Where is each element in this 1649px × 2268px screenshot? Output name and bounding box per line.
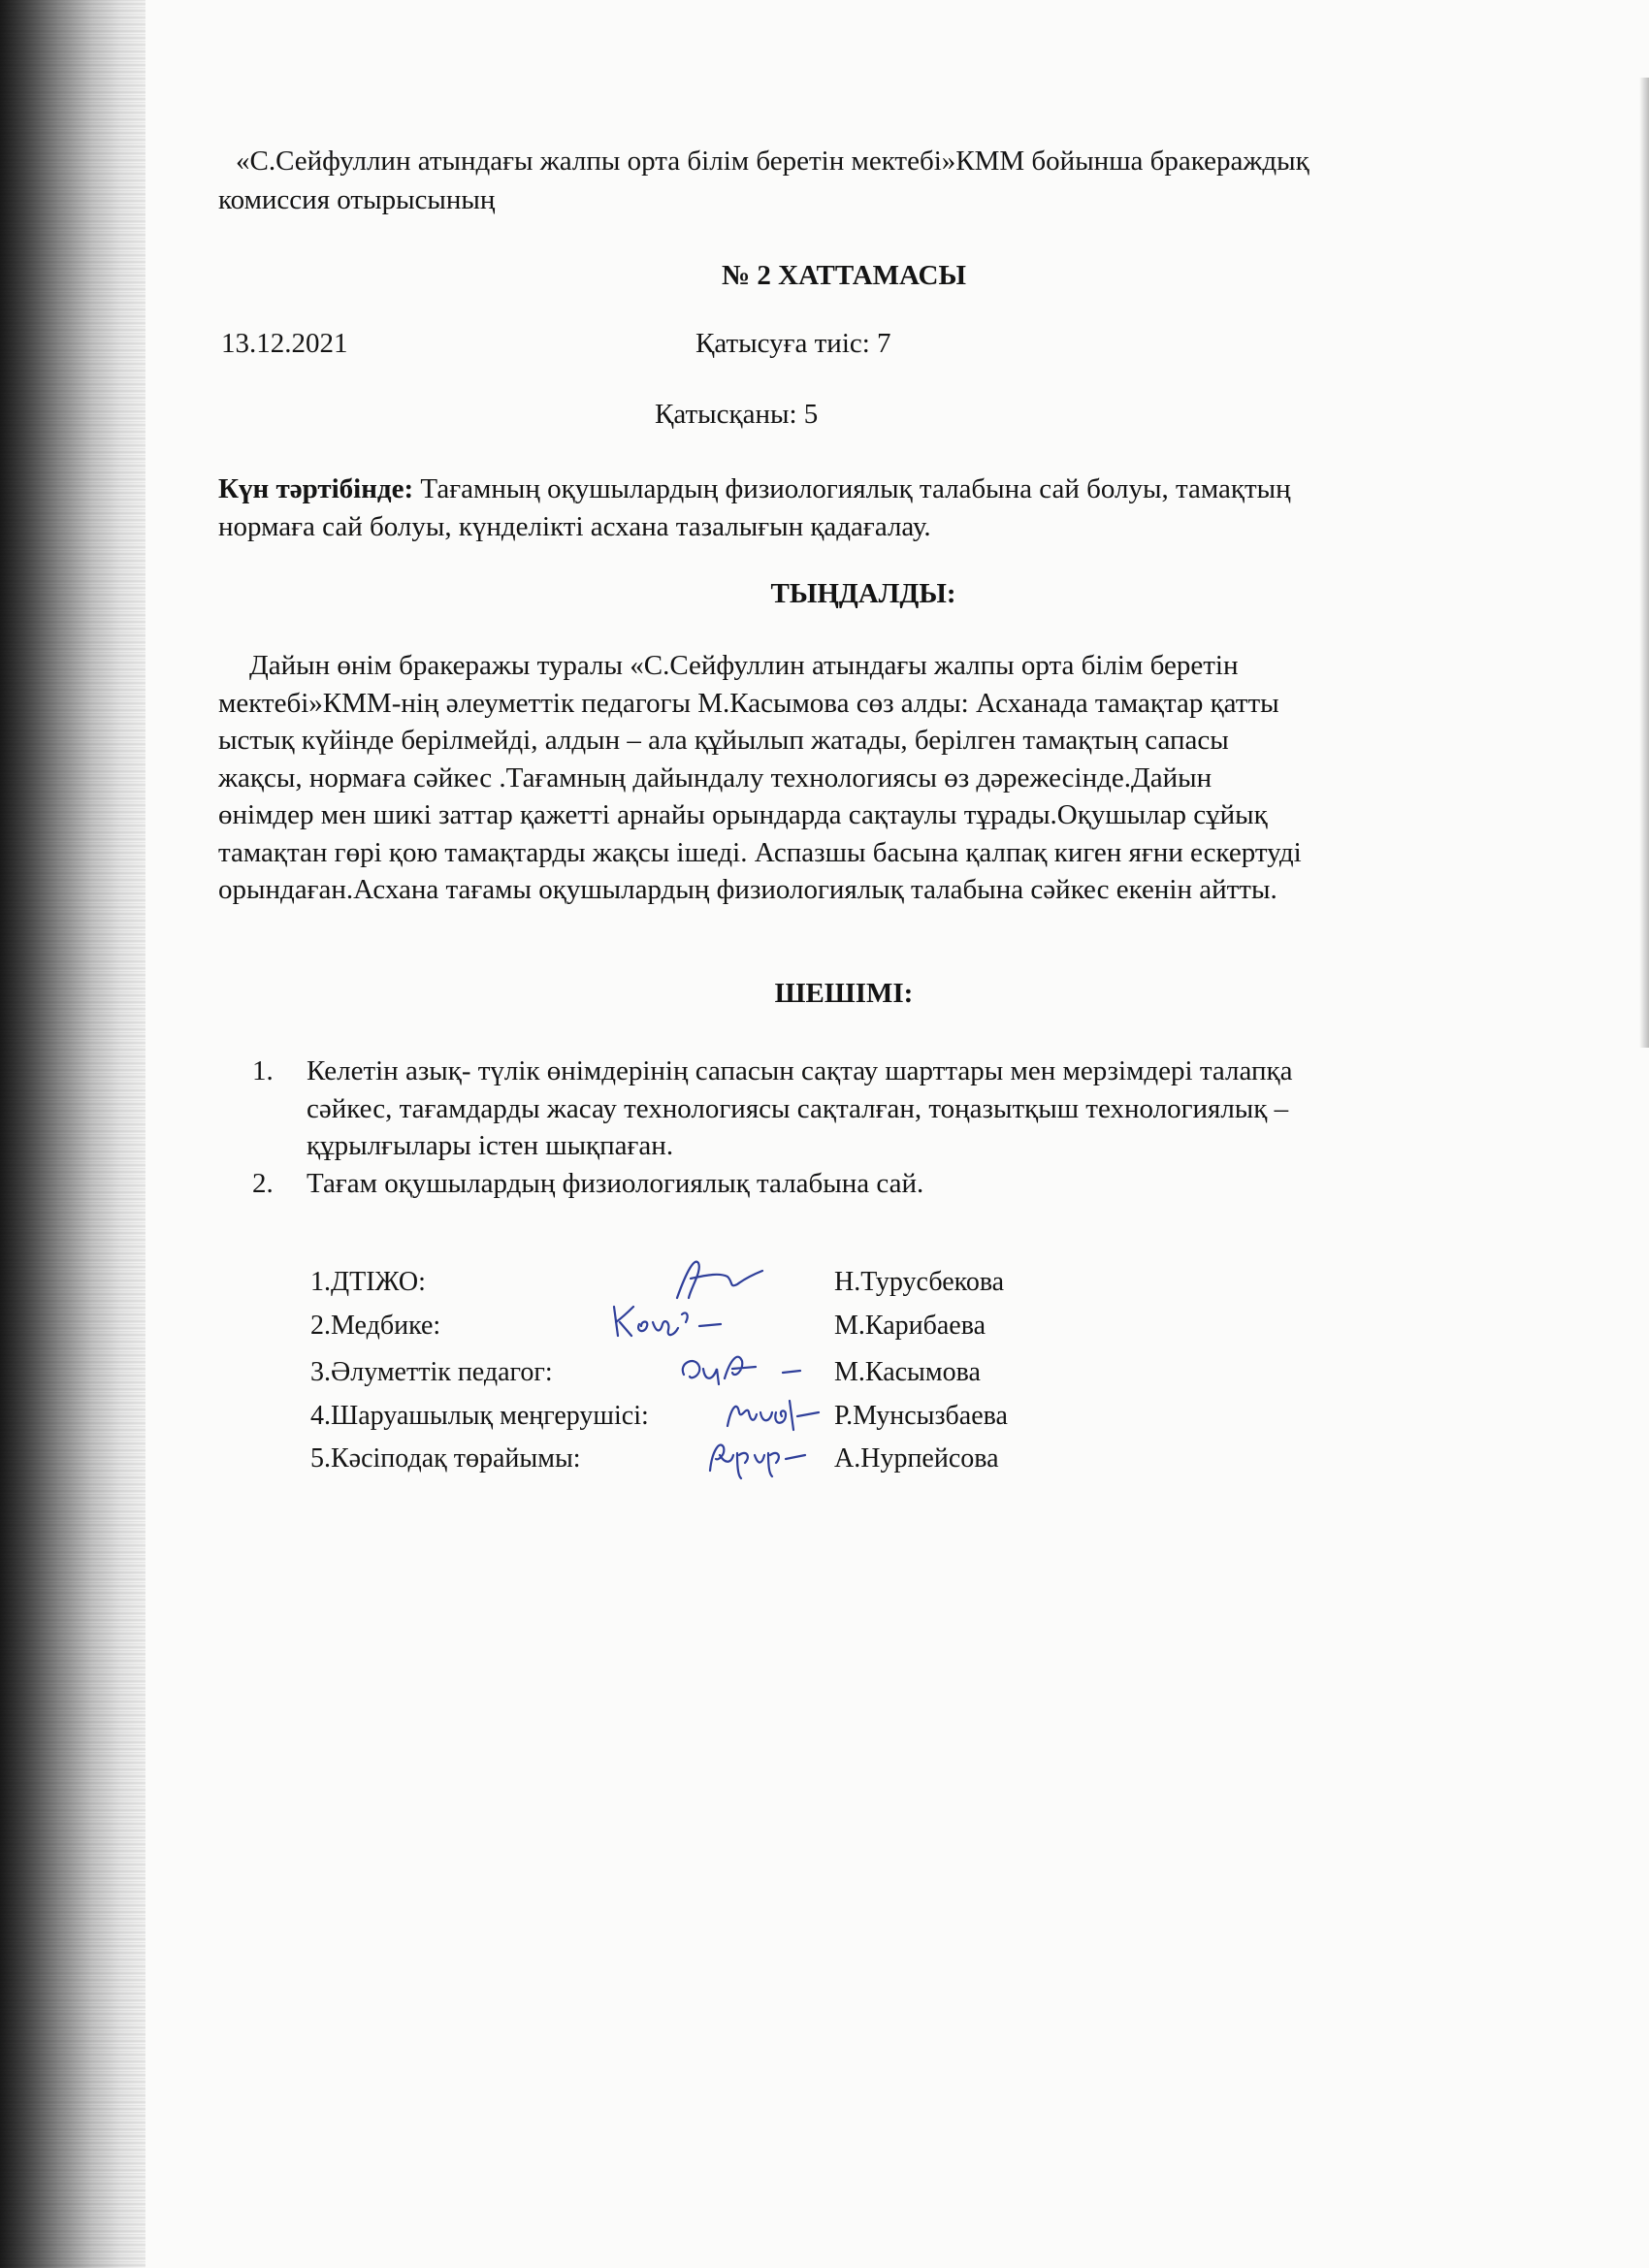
attended: Қатысқаны: 5 (655, 399, 819, 430)
decision-list (252, 1053, 1513, 1202)
heard-line: тамақтан гөрі қою тамақтарды жақсы ішеді. Аспазшы басына қалпақ киген яғни ескертуді (218, 836, 1302, 868)
header-line-1: «С.Сейфуллин атындағы жалпы орта білім беретін мектебі»КММ бойынша бракераждық (236, 146, 1310, 177)
signatory-role: 1.ДТІЖО: (310, 1267, 426, 1297)
heard-line: ыстық күйінде берілмейді, алдын – ала құйылып жатады, берілген тамақтың сапасы (218, 725, 1229, 756)
decision-item-text: құрылғылары істен шықпаған. (307, 1130, 674, 1161)
meeting-date: 13.12.2021 (221, 328, 348, 359)
agenda-label: Күн тәртібінде: (218, 473, 414, 504)
heard-heading: ТЫҢДАЛДЫ: (770, 578, 956, 609)
heard-line: мектебі»КММ-нің әлеуметтік педагогы М.Касымова сөз алды: Асханада тамақтар қатты (218, 687, 1279, 719)
decision-item-text: Тағам оқушылардың физиологиялық талабына сай. (307, 1167, 924, 1199)
decision-item-number: 1. (252, 1055, 274, 1086)
signatory-role: 5.Кәсіподақ төрайымы: (310, 1443, 581, 1474)
scan-shadow-edge (0, 0, 146, 2268)
document-title: № 2 ХАТТАМАСЫ (722, 260, 966, 291)
decision-item-text: сәйкес, тағамдарды жасау технологиясы сақталған, тоңазытқыш технологиялық – (307, 1092, 1289, 1124)
heard-line: орындаған.Асхана тағамы оқушылардың физиологиялық талабына сәйкес екенін айтты. (218, 874, 1277, 905)
heard-line: Дайын өнім бракеражы туралы «С.Сейфуллин атындағы жалпы орта білім беретін (249, 650, 1239, 681)
signatory-row (310, 1440, 1280, 1478)
agenda (218, 470, 1489, 545)
decision-item-number: 2. (252, 1167, 274, 1199)
signatory-role: 4.Шаруашылық меңгерушісі: (310, 1401, 649, 1431)
signatory-name: Р.Мунсызбаева (834, 1401, 1008, 1431)
decision-item-text: Келетін азық- түлік өнімдерінің сапасын сақтау шарттары мен мерзімдері талапқа (307, 1055, 1293, 1086)
agenda-text-1: Тағамның оқушылардың физиологиялық талабына сай болуы, тамақтың (413, 473, 1291, 504)
decision-heading: ШЕШІМІ: (774, 978, 914, 1009)
heard-paragraph (218, 647, 1489, 909)
heard-line: өнімдер мен шикі заттар қажетті арнайы орындарда сақтаулы тұрады.Оқушылар сұйық (218, 799, 1268, 830)
header-line-2: комиссия отырысының (218, 184, 496, 215)
signatory-row (310, 1263, 1280, 1302)
signatory-name: Н.Турусбекова (834, 1267, 1005, 1297)
signatory-name: А.Нурпейсова (834, 1443, 999, 1474)
agenda-text-2: нормаға сай болуы, күнделікті асхана тазалығын қадағалау. (218, 510, 931, 542)
handwritten-signature (698, 1426, 815, 1484)
decision-item (252, 1053, 1513, 1165)
scan-shadow-right (1639, 78, 1649, 1048)
signatory-role: 3.Әлуметтік педагог: (310, 1357, 553, 1387)
should-attend: Қатысуға тиіс: 7 (695, 328, 891, 359)
heard-line: жақсы, нормаға сәйкес .Тағамның дайындалу технологиясы өз дәрежесінде.Дайын (218, 761, 1212, 794)
decision-item (252, 1165, 1513, 1203)
signatory-role: 2.Медбике: (310, 1311, 441, 1341)
signatory-name: М.Карибаева (834, 1311, 986, 1341)
signatory-name: М.Касымова (834, 1357, 981, 1387)
